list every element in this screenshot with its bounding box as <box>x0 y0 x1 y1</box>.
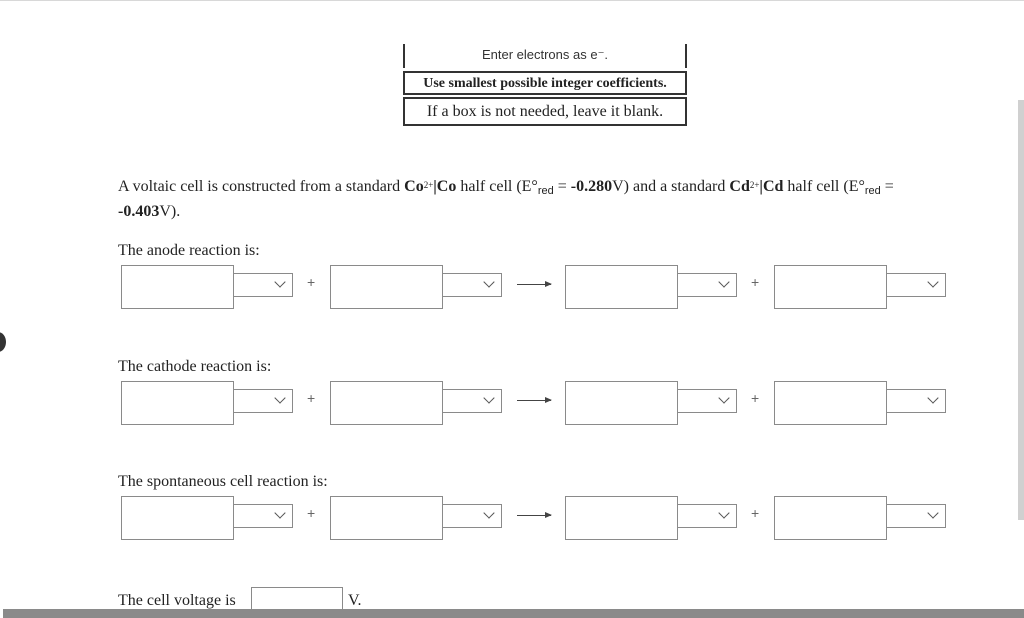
cell-voltage-label: The cell voltage is <box>118 592 236 609</box>
cell-reactant1-state-select[interactable] <box>233 504 293 528</box>
cathode-product2-state-select[interactable] <box>886 389 946 413</box>
voltage-unit: V. <box>348 592 362 609</box>
chevron-down-icon <box>483 507 494 518</box>
cell-reaction-label: The spontaneous cell reaction is: <box>118 473 328 490</box>
cell2-charge: 2+ <box>749 180 760 190</box>
intro-text: half cell (E° <box>783 178 865 195</box>
chevron-down-icon <box>927 276 938 287</box>
chevron-down-icon <box>718 392 729 403</box>
cell-product2-input[interactable] <box>774 496 887 540</box>
cell1-ion: Co <box>404 178 424 195</box>
cathode-reactant2-input[interactable] <box>330 381 443 425</box>
cell-product2-state-select[interactable] <box>886 504 946 528</box>
chevron-down-icon <box>718 507 729 518</box>
reaction-arrow-icon <box>517 400 551 401</box>
cathode-equation <box>121 381 951 425</box>
anode-product1-input[interactable] <box>565 265 678 309</box>
cell-product1-state-select[interactable] <box>677 504 737 528</box>
anode-reactant1-input[interactable] <box>121 265 234 309</box>
plus-sign: + <box>751 274 760 290</box>
cathode-product1-state-select[interactable] <box>677 389 737 413</box>
intro-text: = <box>553 178 571 195</box>
instruction-coefficients: Use smallest possible integer coefficients. <box>403 71 687 95</box>
intro-text: A voltaic cell is constructed from a standard <box>118 178 405 195</box>
cell-reactant2-state-select[interactable] <box>442 504 502 528</box>
plus-sign: + <box>307 274 316 290</box>
anode-product2-input[interactable] <box>774 265 887 309</box>
chevron-down-icon <box>274 392 285 403</box>
plus-sign: + <box>307 505 316 521</box>
instructions-box <box>403 44 687 126</box>
anode-reaction-label: The anode reaction is: <box>118 242 260 259</box>
vertical-scrollbar[interactable] <box>1018 100 1024 520</box>
cell-product1-input[interactable] <box>565 496 678 540</box>
problem-line-2 <box>118 200 894 224</box>
problem-statement <box>118 175 894 224</box>
cathode-reactant1-input[interactable] <box>121 381 234 425</box>
instruction-electrons: Enter electrons as e⁻. <box>403 44 687 68</box>
anode-reactant2-input[interactable] <box>330 265 443 309</box>
cell-reactant1-input[interactable] <box>121 496 234 540</box>
cell1-charge: 2+ <box>423 180 434 190</box>
instruction-blank-boxes: If a box is not needed, leave it blank. <box>403 97 687 126</box>
anode-reactant1-state-select[interactable] <box>233 273 293 297</box>
anode-product1-state-select[interactable] <box>677 273 737 297</box>
cathode-reaction-label: The cathode reaction is: <box>118 358 272 375</box>
cathode-reactant2-state-select[interactable] <box>442 389 502 413</box>
cell1-potential: -0.280 <box>570 178 613 195</box>
chevron-down-icon <box>483 276 494 287</box>
intro-text: V). <box>159 203 181 220</box>
cell1-metal: |Co <box>433 178 457 195</box>
intro-text: = <box>880 178 894 195</box>
intro-text: half cell (E° <box>456 178 538 195</box>
chevron-down-icon <box>274 507 285 518</box>
horizontal-scrollbar[interactable] <box>3 609 1024 618</box>
plus-sign: + <box>751 505 760 521</box>
chevron-down-icon <box>483 392 494 403</box>
chevron-down-icon <box>927 507 938 518</box>
problem-line-1 <box>118 175 894 200</box>
chevron-down-icon <box>718 276 729 287</box>
anode-equation <box>121 265 951 309</box>
anode-reactant2-state-select[interactable] <box>442 273 502 297</box>
cathode-product2-input[interactable] <box>774 381 887 425</box>
cell-equation <box>121 496 951 540</box>
reaction-arrow-icon <box>517 284 551 285</box>
chevron-down-icon <box>274 276 285 287</box>
anode-product2-state-select[interactable] <box>886 273 946 297</box>
cell-reactant2-input[interactable] <box>330 496 443 540</box>
cell2-metal: |Cd <box>759 178 784 195</box>
intro-text: V) and a standard <box>612 178 730 195</box>
red-subscript: red <box>864 185 881 197</box>
cell2-potential: -0.403 <box>118 203 160 220</box>
reaction-arrow-icon <box>517 515 551 516</box>
cathode-reactant1-state-select[interactable] <box>233 389 293 413</box>
cell2-ion: Cd <box>729 178 750 195</box>
chevron-down-icon <box>927 392 938 403</box>
top-border <box>0 0 1024 1</box>
cathode-product1-input[interactable] <box>565 381 678 425</box>
red-subscript: red <box>537 185 554 197</box>
plus-sign: + <box>307 390 316 406</box>
plus-sign: + <box>751 390 760 406</box>
side-tab-handle[interactable] <box>0 332 6 352</box>
